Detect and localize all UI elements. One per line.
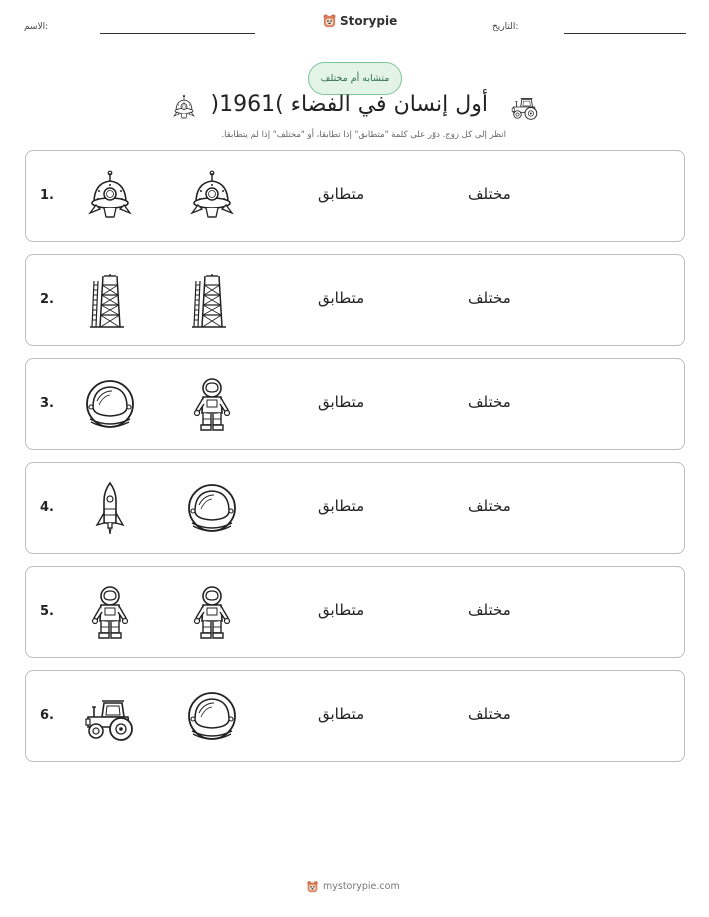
spaceship-icon [82,169,138,225]
footer-url[interactable]: mystorypie.com [323,881,400,892]
tractor-icon [508,92,542,122]
exercise-row [25,462,685,554]
row-number: 1. [40,188,54,203]
storypie-logo-icon [306,880,319,893]
footer [306,880,400,893]
option-same[interactable]: متطابق [318,497,365,515]
exercise-row [25,670,685,762]
option-same[interactable]: متطابق [318,705,365,723]
row-number: 2. [40,292,54,307]
option-same[interactable]: متطابق [318,185,365,203]
spaceship-icon [184,169,240,225]
helmet-icon [184,481,240,537]
option-different[interactable]: مختلف [468,289,511,307]
tractor-icon [82,689,138,745]
date-label: التاريخ: [492,22,519,32]
option-different[interactable]: مختلف [468,393,511,411]
option-different[interactable]: مختلف [468,185,511,203]
spaceship-icon [170,94,198,122]
row-number: 3. [40,396,54,411]
exercise-row [25,566,685,658]
exercise-row [25,358,685,450]
astronaut-icon [82,585,138,641]
helmet-icon [82,377,138,433]
option-different[interactable]: مختلف [468,705,511,723]
instructions-text: انظر إلى كل زوج. دوّر على كلمة "متطابق" إذا تطابقا، أو "مختلف" إذا لم يتطابقا. [221,130,506,140]
row-number: 4. [40,500,54,515]
storypie-logo-icon [322,13,337,28]
option-same[interactable]: متطابق [318,289,365,307]
name-input-line[interactable] [100,33,255,34]
date-input-line[interactable] [564,33,686,34]
name-label: الاسم: [24,22,49,32]
option-different[interactable]: مختلف [468,601,511,619]
exercise-row [25,150,685,242]
brand-name: Storypie [340,13,398,28]
astronaut-icon [184,377,240,433]
page-title: أول إنسان في الفضاء )1961( [210,92,488,117]
astronaut-icon [184,585,240,641]
option-different[interactable]: مختلف [468,497,511,515]
brand-logo [322,13,397,28]
option-same[interactable]: متطابق [318,393,365,411]
worksheet-type-badge: متشابه أم مختلف [308,62,402,95]
option-same[interactable]: متطابق [318,601,365,619]
row-number: 6. [40,708,54,723]
launch-tower-icon [82,273,138,329]
exercise-row [25,254,685,346]
rocket-icon [82,481,138,537]
row-number: 5. [40,604,54,619]
helmet-icon [184,689,240,745]
launch-tower-icon [184,273,240,329]
